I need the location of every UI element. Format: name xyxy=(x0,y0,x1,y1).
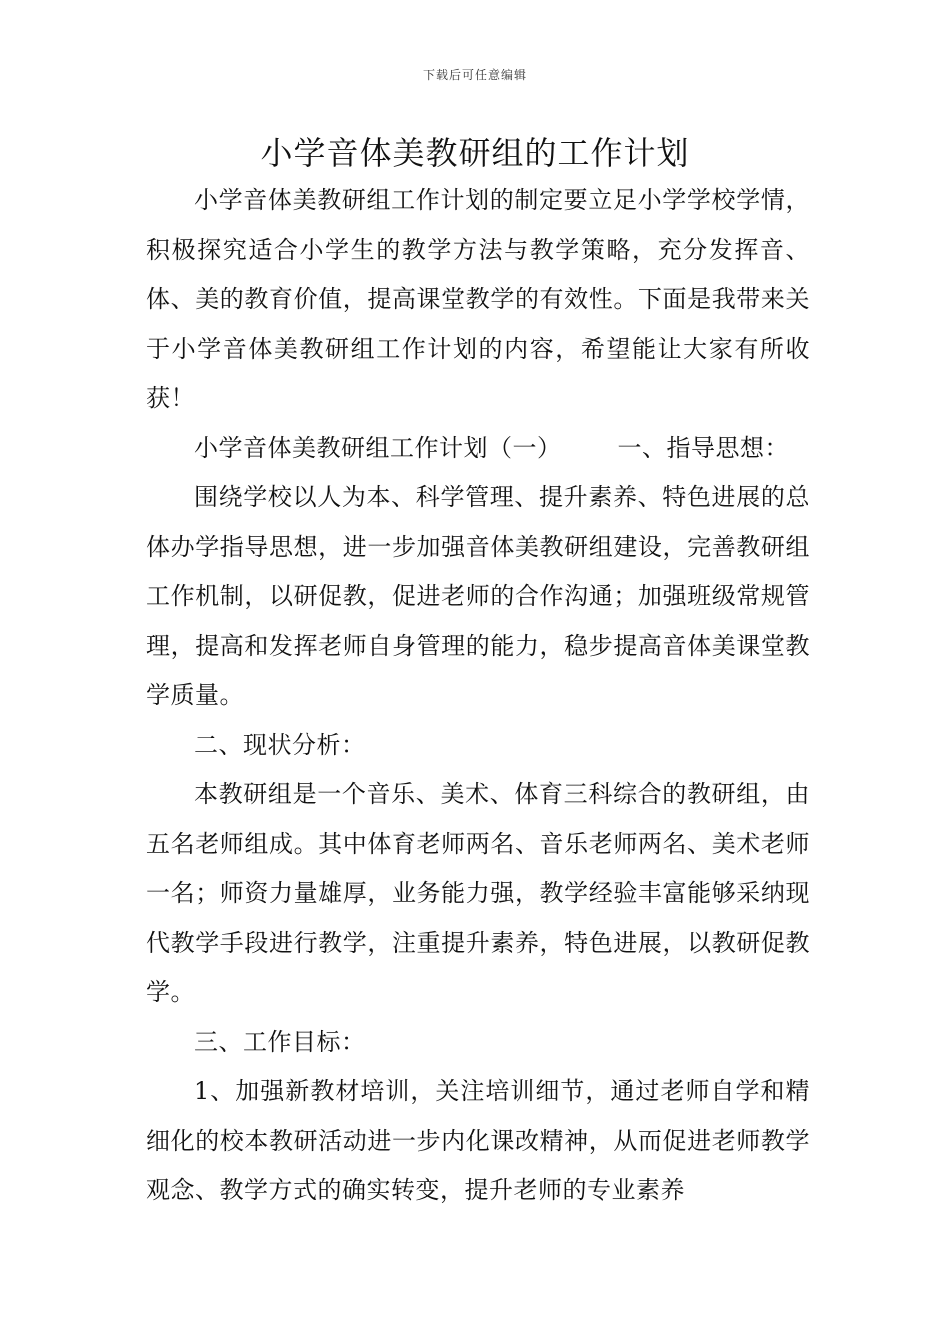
header-note: 下载后可任意编辑 xyxy=(422,68,527,82)
section-one-heading: 一、指导思想： xyxy=(617,433,789,462)
section-three-heading: 三、工作目标： xyxy=(194,1027,366,1056)
document-title: 小学音体美教研组的工作计划 xyxy=(260,134,690,172)
intro-paragraph: 小学音体美教研组工作计划的制定要立足小学学校学情，积极探究适合小学生的教学方法与教学策略，充分发挥音、体、美的教育价值，提高课堂教学的有效性。下面是我带来关于小学音体美教研组工作计划的内容，希望能让大家有所收获！ xyxy=(146,186,810,412)
document-body xyxy=(146,176,810,1216)
plan-one-heading-line xyxy=(146,424,810,474)
plan-one-title: 小学音体美教研组工作计划（一） xyxy=(194,433,562,462)
section-two-body: 本教研组是一个音乐、美术、体育三科综合的教研组，由五名老师组成。其中体育老师两名、音乐老师两名、美术老师一名；师资力量雄厚，业务能力强，教学经验丰富能够采纳现代教学手段进行教学，注重提升素养，特色进展，以教研促教学。 xyxy=(146,780,810,1006)
section-two-heading: 二、现状分析： xyxy=(194,730,366,759)
goal-one-paragraph: 1、加强新教材培训，关注培训细节，通过老师自学和精细化的校本教研活动进一步内化课改精神，从而促进老师教学观念、教学方式的确实转变，提升老师的专业素养 xyxy=(146,1077,810,1204)
section-one-body: 围绕学校以人为本、科学管理、提升素养、特色进展的总体办学指导思想，进一步加强音体美教研组建设，完善教研组工作机制，以研促教，促进老师的合作沟通；加强班级常规管理，提高和发挥老师自身管理的能力，稳步提高音体美课堂教学质量。 xyxy=(146,483,810,709)
